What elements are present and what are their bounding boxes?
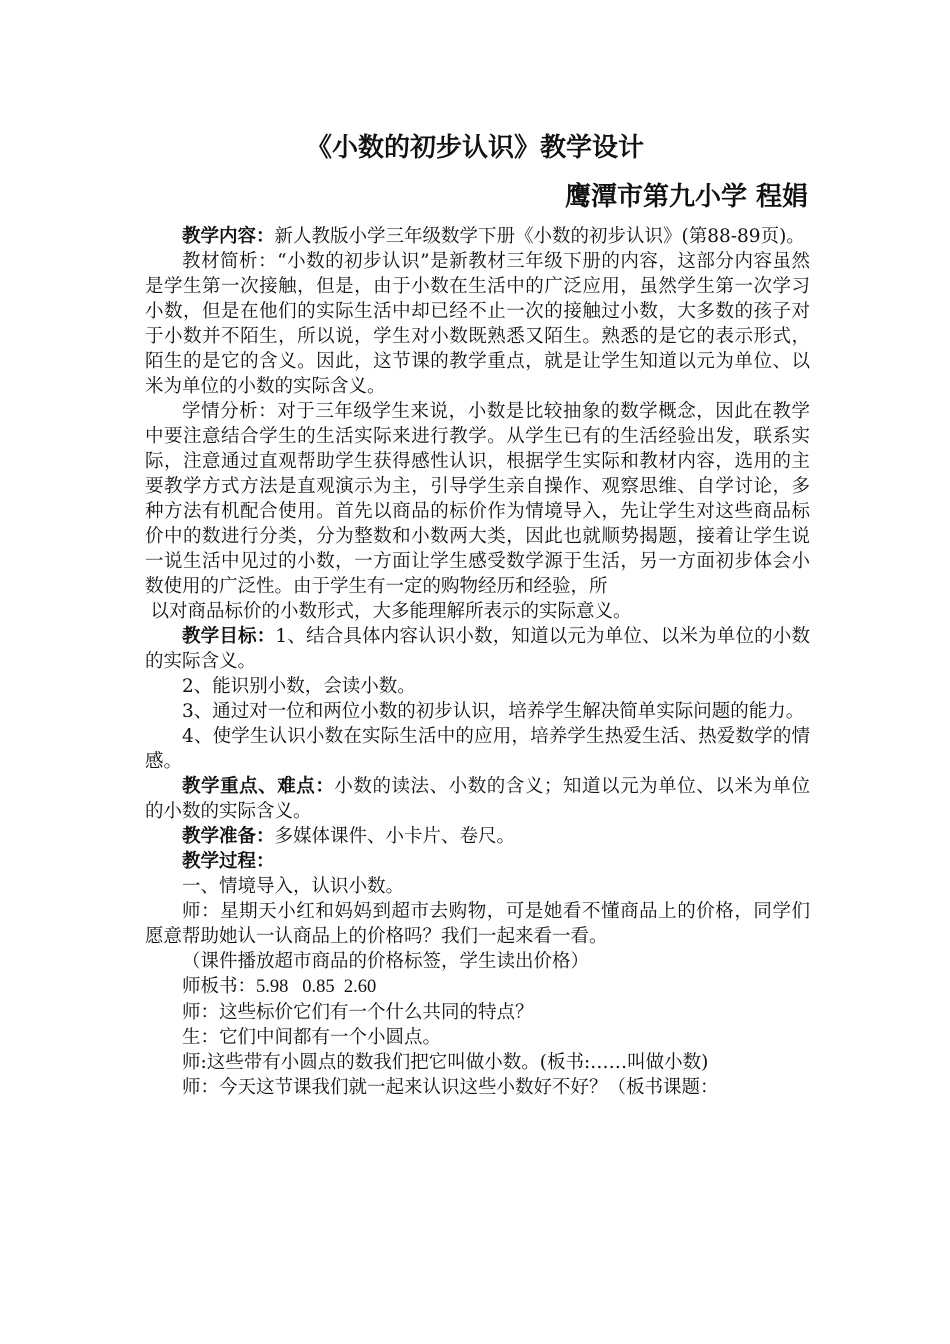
key-points-paragraph (145, 774, 810, 824)
process-heading (145, 849, 810, 874)
goal-item-4: 4、使学生认识小数在实际生活中的应用，培养学生热爱生活、热爱数学的情感。 (145, 726, 810, 772)
board-numbers: 5.98 0.85 2.60 (256, 977, 377, 997)
author-line: 鹰潭市第九小学 程娟 (564, 182, 808, 212)
textbook-analysis-paragraph: 教材简析：“小数的初步认识”是新教材三年级下册的内容，这部分内容虽然是学生第一次接触，但是，由于小数在生活中的广泛应用，虽然学生第一次学习小数，但是在他们的实际生活中却已经不止一次的接触过小数，大多数的孩子对于小数并不陌生，所以说，学生对小数既熟悉又陌生。熟悉的是它的表示形式，陌生的是它的含义。因此，这节课的教学重点，就是让学生知道以元为单位、以米为单位的小数的实际含义。 (145, 251, 810, 397)
key-points-label: 教学重点、难点： (182, 776, 335, 797)
document-title: 《小数的初步认识》教学设计 (305, 133, 644, 163)
process-line-1: 师：星期天小红和妈妈到超市去购物，可是她看不懂商品上的价格，同学们愿意帮助她认一认商品上的价格吗？我们一起来看一看。 (145, 901, 810, 947)
preparation-text: 多媒体课件、小卡片、卷尺。 (274, 826, 516, 847)
preparation-label: 教学准备： (182, 826, 275, 847)
process-line-2: （课件播放超市商品的价格标签，学生读出价格） (182, 951, 590, 972)
goals-paragraph (145, 624, 810, 674)
goal-item-3: 3、通过对一位和两位小数的初步认识，培养学生解决简单实际问题的能力。 (182, 701, 805, 722)
process-line-6: 师:这些带有小圆点的数我们把它叫做小数。(板书:……叫做小数) (182, 1052, 709, 1073)
goal-item-2: 2、能识别小数，会读小数。 (182, 676, 416, 697)
process-line-7: 师：今天这节课我们就一起来认识这些小数好不好？（板书课题： (182, 1077, 719, 1098)
learner-analysis-paragraph: 学情分析：对于三年级学生来说，小数是比较抽象的数学概念，因此在教学中要注意结合学生的生活实际来进行教学。从学生已有的生活经验出发，联系实际，注意通过直观帮助学生获得感性认识，根据学生实际和教材内容，选用的主要教学方式方法是直观演示为主，引导学生亲自操作、观察思维、自学讨论，多种方法有机配合使用。首先以商品的标价作为情境导入，先让学生对这些商品标价中的数进行分类，分为整数和小数两大类，因此也就顺势揭题，接着让学生说一说生活中见过的小数，一方面让学生感受数学源于生活，另一方面初步体会小数使用的广泛性。由于学生有一定的购物经历和经验，所 (145, 401, 810, 597)
preparation-paragraph (145, 824, 810, 849)
teaching-content-label: 教学内容： (182, 226, 275, 247)
goals-label: 教学目标： (182, 626, 276, 647)
document-body (145, 224, 810, 1100)
teaching-content-text: 新人教版小学三年级数学下册《小数的初步认识》(第88-89页)。 (274, 226, 805, 247)
board-label: 师板书： (182, 976, 257, 997)
goal-item-1: 1、结合具体内容认识小数，知道以元为单位、以米为单位的小数的实际含义。 (145, 626, 810, 672)
process-label: 教学过程： (182, 851, 275, 872)
key-points-text: 小数的读法、小数的含义；知道以元为单位、以米为单位的小数的实际含义。 (145, 776, 810, 822)
process-line-5: 生：它们中间都有一个小圆点。 (182, 1027, 442, 1048)
process-line-3 (145, 974, 810, 1000)
process-line-4: 师：这些标价它们有一个什么共同的特点？ (182, 1002, 534, 1023)
teaching-content-paragraph (145, 224, 810, 249)
process-section-1: 一、情境导入，认识小数。 (182, 876, 405, 897)
learner-analysis-tail: 以对商品标价的小数形式，大多能理解所表示的实际意义。 (150, 601, 632, 622)
